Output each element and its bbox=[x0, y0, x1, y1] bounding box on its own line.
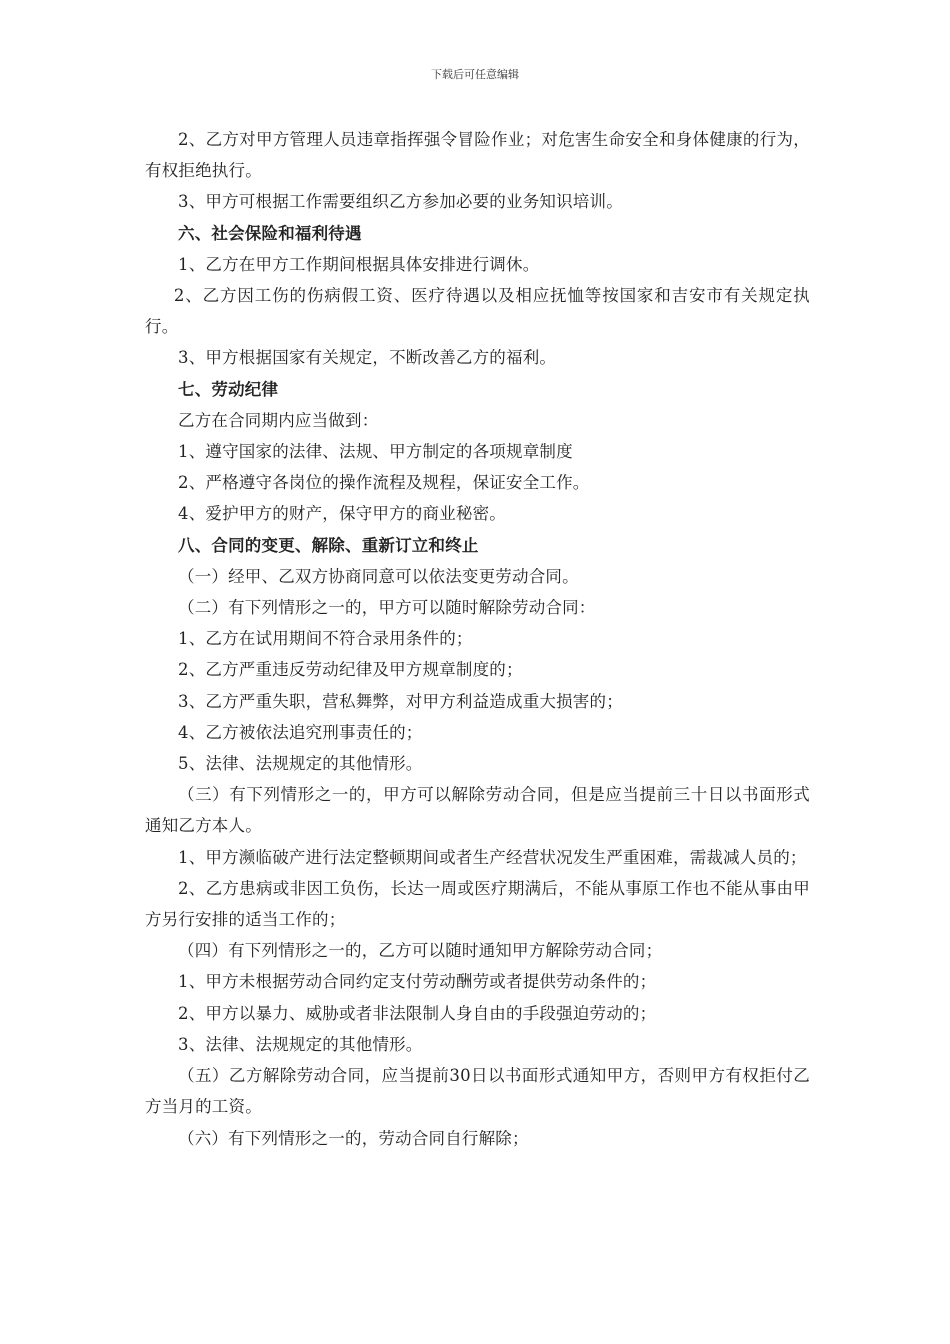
paragraph: 1、甲方濒临破产进行法定整顿期间或者生产经营状况发生严重困难，需裁减人员的； bbox=[178, 847, 807, 867]
paragraph: 3、甲方可根据工作需要组织乙方参加必要的业务知识培训。 bbox=[178, 192, 623, 212]
paragraph: 2、严格遵守各岗位的操作流程及规程，保证安全工作。 bbox=[178, 473, 590, 493]
paragraph: 3、法律、法规规定的其他情形。 bbox=[178, 1034, 423, 1054]
paragraph: 1、乙方在甲方工作期间根据具体安排进行调休。 bbox=[178, 254, 540, 274]
paragraph: （四）有下列情形之一的，乙方可以随时通知甲方解除劳动合同； bbox=[178, 941, 663, 961]
document-body bbox=[145, 124, 810, 1154]
paragraph: 2、乙方严重违反劳动纪律及甲方规章制度的； bbox=[178, 660, 523, 680]
paragraph: 5、法律、法规规定的其他情形。 bbox=[178, 754, 423, 774]
paragraph: 乙方在合同期内应当做到： bbox=[178, 410, 379, 430]
paragraph: 4、乙方被依法追究刑事责任的； bbox=[178, 722, 423, 742]
paragraph: 4、爱护甲方的财产，保守甲方的商业秘密。 bbox=[178, 504, 506, 524]
paragraph: 3、乙方严重失职，营私舞弊，对甲方利益造成重大损害的； bbox=[178, 691, 623, 711]
paragraph: 1、甲方未根据劳动合同约定支付劳动酬劳或者提供劳动条件的； bbox=[178, 972, 657, 992]
paragraph: 2、乙方因工伤的伤病假工资、医疗待遇以及相应抚恤等按国家和吉安市有关规定执行。 bbox=[145, 286, 810, 337]
paragraph: （六）有下列情形之一的，劳动合同自行解除； bbox=[178, 1128, 529, 1148]
section-heading: 八、合同的变更、解除、重新订立和终止 bbox=[178, 535, 479, 555]
paragraph: （一）经甲、乙双方协商同意可以依法变更劳动合同。 bbox=[178, 566, 579, 586]
section-heading: 七、劳动纪律 bbox=[178, 379, 279, 399]
page-header: 下载后可任意编辑 bbox=[431, 68, 519, 81]
paragraph: 2、甲方以暴力、威胁或者非法限制人身自由的手段强迫劳动的； bbox=[178, 1003, 657, 1023]
paragraph: 3、甲方根据国家有关规定，不断改善乙方的福利。 bbox=[178, 348, 557, 368]
section-heading: 六、社会保险和福利待遇 bbox=[178, 223, 362, 243]
paragraph: 2、乙方对甲方管理人员违章指挥强令冒险作业；对危害生命安全和身体健康的行为，有权拒绝执行。 bbox=[145, 130, 810, 181]
paragraph: 2、乙方患病或非因工负伤，长达一周或医疗期满后，不能从事原工作也不能从事由甲方另行安排的适当工作的； bbox=[145, 878, 810, 930]
paragraph: 1、乙方在试用期间不符合录用条件的； bbox=[178, 629, 473, 649]
paragraph: （三）有下列情形之一的，甲方可以解除劳动合同，但是应当提前三十日以书面形式通知乙方本人。 bbox=[145, 785, 810, 836]
paragraph: （二）有下列情形之一的，甲方可以随时解除劳动合同： bbox=[178, 598, 596, 618]
paragraph: 1、遵守国家的法律、法规、甲方制定的各项规章制度 bbox=[178, 442, 573, 462]
paragraph: （五）乙方解除劳动合同，应当提前30日以书面形式通知甲方，否则甲方有权拒付乙方当月的工资。 bbox=[145, 1066, 810, 1117]
